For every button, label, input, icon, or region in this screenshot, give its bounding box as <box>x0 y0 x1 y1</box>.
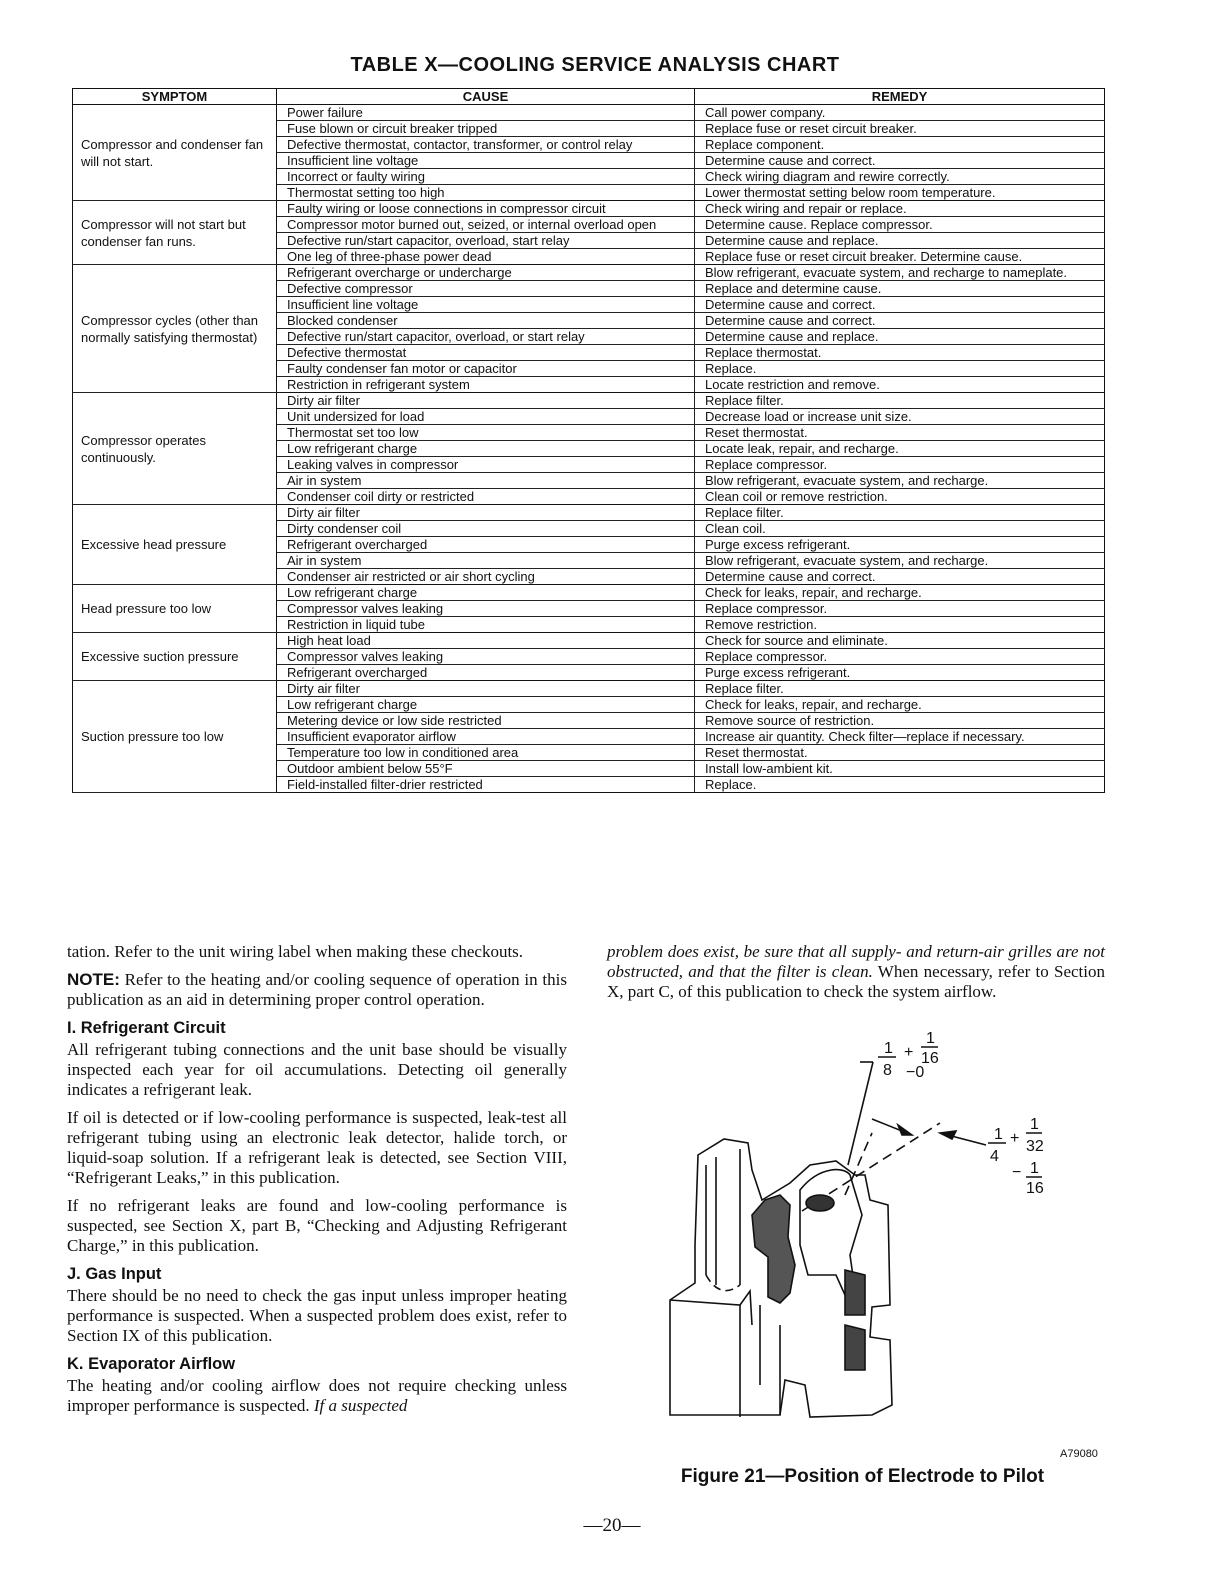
remedy-cell: Determine cause and replace. <box>695 329 1105 345</box>
cause-cell: High heat load <box>277 633 695 649</box>
note-text: Refer to the heating and/or cooling sequence of operation in this publication as an aid in determining proper control operation. <box>67 970 567 1009</box>
dim2-num: 1 <box>994 1126 1003 1143</box>
paragraph: If oil is detected or if low-cooling performance is suspected, leak-test all refrigerant tubing using an electronic leak detector, halide torch, or liquid-soap solution. If a refrigerant leak is detected, see Section VIII, “Refrigerant Leaks,” in this publication. <box>67 1108 567 1187</box>
left-text-column <box>67 942 567 1424</box>
cause-cell: Insufficient evaporator airflow <box>277 729 695 745</box>
remedy-cell: Replace filter. <box>695 681 1105 697</box>
remedy-cell: Check for leaks, repair, and recharge. <box>695 585 1105 601</box>
remedy-cell: Replace filter. <box>695 393 1105 409</box>
cause-cell: Defective thermostat <box>277 345 695 361</box>
cause-cell: Low refrigerant charge <box>277 585 695 601</box>
table-row <box>73 585 1105 601</box>
symptom-header: SYMPTOM <box>73 89 277 105</box>
airflow-text: The heating and/or cooling airflow does not require checking unless improper performance is suspected. <box>67 1376 567 1415</box>
cause-cell: Dirty air filter <box>277 681 695 697</box>
remedy-cell: Blow refrigerant, evacuate system, and recharge. <box>695 553 1105 569</box>
section-heading-evaporator-airflow: K. Evaporator Airflow <box>67 1355 236 1373</box>
paragraph: There should be no need to check the gas input unless improper heating performance is suspected. When a suspected problem does exist, refer to Section IX of this publication. <box>67 1286 567 1345</box>
dim1-plus: + <box>904 1044 914 1061</box>
cause-cell: Defective run/start capacitor, overload, start relay <box>277 233 695 249</box>
cause-cell: Defective compressor <box>277 281 695 297</box>
cause-cell: One leg of three-phase power dead <box>277 249 695 265</box>
cause-cell: Outdoor ambient below 55°F <box>277 761 695 777</box>
remedy-cell: Replace. <box>695 361 1105 377</box>
pilot-tube-hidden-edge <box>706 1275 740 1291</box>
dim2-mtol-den: 16 <box>1026 1180 1044 1197</box>
note-paragraph <box>67 970 567 1010</box>
remedy-cell: Decrease load or increase unit size. <box>695 409 1105 425</box>
remedy-cell: Blow refrigerant, evacuate system, and recharge to nameplate. <box>695 265 1105 281</box>
remedy-cell: Purge excess refrigerant. <box>695 665 1105 681</box>
table-row <box>73 681 1105 697</box>
remedy-cell: Blow refrigerant, evacuate system, and recharge. <box>695 473 1105 489</box>
dim2-tol-num: 1 <box>1030 1116 1039 1133</box>
table-row <box>73 201 1105 217</box>
cause-cell: Unit undersized for load <box>277 409 695 425</box>
remedy-header: REMEDY <box>695 89 1105 105</box>
table-row <box>73 505 1105 521</box>
remedy-cell: Call power company. <box>695 105 1105 121</box>
airflow-italic-continued: problem does exist, be sure that all supply- and return-air grilles are not obstructed, and that the filter is clean. <box>607 942 1105 981</box>
remedy-cell: Replace compressor. <box>695 649 1105 665</box>
cause-cell: Thermostat set too low <box>277 425 695 441</box>
pilot-base-edge <box>760 1305 780 1415</box>
mounting-bracket <box>845 1325 865 1370</box>
dim1-minus: −0 <box>906 1064 925 1081</box>
cause-cell: Dirty condenser coil <box>277 521 695 537</box>
cause-cell: Condenser coil dirty or restricted <box>277 489 695 505</box>
remedy-cell: Replace. <box>695 777 1105 793</box>
cause-cell: Fuse blown or circuit breaker tripped <box>277 121 695 137</box>
remedy-cell: Determine cause and correct. <box>695 313 1105 329</box>
paragraph <box>67 1376 567 1416</box>
dim2-minus: − <box>1012 1164 1022 1181</box>
remedy-cell: Check for source and eliminate. <box>695 633 1105 649</box>
cause-cell: Low refrigerant charge <box>277 697 695 713</box>
electrode-holder <box>752 1195 795 1303</box>
table-row <box>73 633 1105 649</box>
cause-cell: Blocked condenser <box>277 313 695 329</box>
right-text-column <box>607 942 1105 1010</box>
remedy-cell: Clean coil or remove restriction. <box>695 489 1105 505</box>
cause-cell: Field-installed filter-drier restricted <box>277 777 695 793</box>
mounting-bracket <box>845 1270 865 1315</box>
cause-cell: Incorrect or faulty wiring <box>277 169 695 185</box>
remedy-cell: Check wiring and repair or replace. <box>695 201 1105 217</box>
table-title: TABLE X—COOLING SERVICE ANALYSIS CHART <box>350 54 840 76</box>
symptom-cell: Head pressure too low <box>73 585 277 633</box>
cause-cell: Dirty air filter <box>277 393 695 409</box>
remedy-cell: Determine cause and correct. <box>695 297 1105 313</box>
remedy-cell: Replace compressor. <box>695 601 1105 617</box>
cause-cell: Insufficient line voltage <box>277 153 695 169</box>
remedy-cell: Replace filter. <box>695 505 1105 521</box>
cause-header: CAUSE <box>277 89 695 105</box>
cause-cell: Dirty air filter <box>277 505 695 521</box>
remedy-cell: Determine cause and correct. <box>695 569 1105 585</box>
remedy-cell: Reset thermostat. <box>695 745 1105 761</box>
arrow-head-icon <box>898 1125 912 1135</box>
remedy-cell: Determine cause and replace. <box>695 233 1105 249</box>
remedy-cell: Remove source of restriction. <box>695 713 1105 729</box>
paragraph <box>607 942 1105 1002</box>
symptom-cell: Compressor will not start but condenser fan runs. <box>73 201 277 265</box>
table-body <box>73 105 1105 793</box>
paragraph: If no refrigerant leaks are found and low-cooling performance is suspected, see Section X, part B, “Checking and Adjusting Refrigerant Charge,” in this publication. <box>67 1196 567 1255</box>
dim2-tol-den: 32 <box>1026 1138 1044 1155</box>
remedy-cell: Replace fuse or reset circuit breaker. <box>695 121 1105 137</box>
remedy-cell: Determine cause. Replace compressor. <box>695 217 1105 233</box>
symptom-cell: Compressor cycles (other than normally satisfying thermostat) <box>73 265 277 393</box>
remedy-cell: Locate leak, repair, and recharge. <box>695 441 1105 457</box>
paragraph: All refrigerant tubing connections and the unit base should be visually inspected each year for oil accumulations. Detecting oil generally indicates a refrigerant leak. <box>67 1040 567 1099</box>
cause-cell: Temperature too low in conditioned area <box>277 745 695 761</box>
remedy-cell: Replace compressor. <box>695 457 1105 473</box>
dim2-plus: + <box>1010 1130 1020 1147</box>
electrode-pilot-figure <box>640 1025 1110 1445</box>
paragraph: tation. Refer to the unit wiring label when making these checkouts. <box>67 942 524 961</box>
remedy-cell: Install low-ambient kit. <box>695 761 1105 777</box>
dim1-whole-num: 1 <box>884 1040 893 1057</box>
cause-cell: Restriction in refrigerant system <box>277 377 695 393</box>
pilot-orifice <box>806 1195 834 1211</box>
cause-cell: Compressor valves leaking <box>277 649 695 665</box>
figure-caption: Figure 21—Position of Electrode to Pilot <box>680 1466 1045 1487</box>
table-row <box>73 105 1105 121</box>
cause-cell: Compressor valves leaking <box>277 601 695 617</box>
cause-cell: Refrigerant overcharged <box>277 665 695 681</box>
symptom-cell: Compressor and condenser fan will not start. <box>73 105 277 201</box>
remedy-cell: Purge excess refrigerant. <box>695 537 1105 553</box>
remedy-cell: Check for leaks, repair, and recharge. <box>695 697 1105 713</box>
cause-cell: Condenser air restricted or air short cycling <box>277 569 695 585</box>
remedy-cell: Locate restriction and remove. <box>695 377 1105 393</box>
remedy-cell: Remove restriction. <box>695 617 1105 633</box>
note-label: NOTE: <box>67 970 120 989</box>
remedy-cell: Replace thermostat. <box>695 345 1105 361</box>
remedy-cell: Check wiring diagram and rewire correctly. <box>695 169 1105 185</box>
remedy-cell: Lower thermostat setting below room temperature. <box>695 185 1105 201</box>
cause-cell: Thermostat setting too high <box>277 185 695 201</box>
cause-cell: Low refrigerant charge <box>277 441 695 457</box>
symptom-cell: Compressor operates continuously. <box>73 393 277 505</box>
arrow-head-icon <box>940 1131 956 1139</box>
table-row <box>73 393 1105 409</box>
remedy-cell: Increase air quantity. Check filter—replace if necessary. <box>695 729 1105 745</box>
cause-cell: Defective run/start capacitor, overload, or start relay <box>277 329 695 345</box>
dim1-tol-den: 16 <box>921 1050 939 1067</box>
section-heading-refrigerant-circuit: I. Refrigerant Circuit <box>67 1019 226 1037</box>
dim1-tol-num: 1 <box>926 1030 935 1047</box>
cause-cell: Power failure <box>277 105 695 121</box>
page-number: —20— <box>583 1515 641 1536</box>
symptom-cell: Excessive suction pressure <box>73 633 277 681</box>
cause-cell: Air in system <box>277 473 695 489</box>
cause-cell: Refrigerant overcharged <box>277 537 695 553</box>
cause-cell: Restriction in liquid tube <box>277 617 695 633</box>
cause-cell: Compressor motor burned out, seized, or internal overload open <box>277 217 695 233</box>
symptom-cell: Suction pressure too low <box>73 681 277 793</box>
remedy-cell: Clean coil. <box>695 521 1105 537</box>
table-row <box>73 265 1105 281</box>
cause-cell: Leaking valves in compressor <box>277 457 695 473</box>
remedy-cell: Replace component. <box>695 137 1105 153</box>
pilot-tube-edge <box>706 1149 740 1285</box>
airflow-text-continued: When necessary, refer to Section X, part C, of this publication to check the system airflow. <box>607 962 1105 1001</box>
cause-cell: Refrigerant overcharge or undercharge <box>277 265 695 281</box>
remedy-cell: Reset thermostat. <box>695 425 1105 441</box>
figure-id: A79080 <box>1060 1448 1098 1460</box>
symptom-cell: Excessive head pressure <box>73 505 277 585</box>
remedy-cell: Replace and determine cause. <box>695 281 1105 297</box>
cause-cell: Air in system <box>277 553 695 569</box>
remedy-cell: Determine cause and correct. <box>695 153 1105 169</box>
dim1-whole-den: 8 <box>883 1062 892 1079</box>
cause-cell: Defective thermostat, contactor, transformer, or control relay <box>277 137 695 153</box>
dimension-leader-line <box>848 1062 873 1165</box>
cause-cell: Faulty condenser fan motor or capacitor <box>277 361 695 377</box>
dim2-mtol-num: 1 <box>1030 1160 1039 1177</box>
section-heading-gas-input: J. Gas Input <box>67 1265 162 1283</box>
table-header-row <box>73 89 1105 105</box>
airflow-italic-text: If a suspected <box>313 1396 408 1415</box>
remedy-cell: Replace fuse or reset circuit breaker. Determine cause. <box>695 249 1105 265</box>
cause-cell: Faulty wiring or loose connections in compressor circuit <box>277 201 695 217</box>
cause-cell: Metering device or low side restricted <box>277 713 695 729</box>
cooling-service-analysis-table <box>72 88 1105 793</box>
dim2-den: 4 <box>990 1148 999 1165</box>
cause-cell: Insufficient line voltage <box>277 297 695 313</box>
